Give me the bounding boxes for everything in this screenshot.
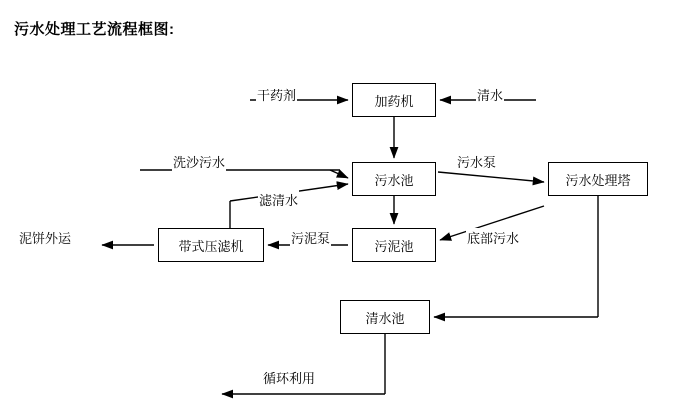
- node-dosing-machine: [352, 83, 436, 117]
- edge-label-sewage-pump: 污水泵: [456, 152, 497, 171]
- node-belt-filter-press: [158, 228, 264, 262]
- node-sewage-treatment-tower: [548, 162, 648, 196]
- node-sewage-pool: [352, 162, 436, 196]
- edge-label-sludge-pump: 污泥泵: [290, 228, 331, 247]
- node-label: 污水池: [374, 172, 414, 188]
- edge-label-dry-agent: 干药剂: [256, 85, 297, 104]
- node-label: 加药机: [374, 93, 414, 109]
- edge-label-filtrate-clear-water: 滤清水: [258, 190, 299, 209]
- edge-sewage-pool-to-tower: [438, 172, 544, 182]
- edge-label-mud-cake-transport: 泥饼外运: [18, 228, 72, 247]
- edge-label-bottom-sewage: 底部污水: [466, 228, 520, 247]
- edge-label-clean-water-in: 清水: [476, 85, 504, 104]
- node-label: 污泥池: [374, 238, 414, 254]
- page-title: 污水处理工艺流程框图:: [14, 21, 175, 38]
- edge-label-recycle-reuse: 循环利用: [262, 368, 316, 387]
- node-label: 清水池: [365, 310, 405, 326]
- node-label: 带式压滤机: [178, 238, 244, 254]
- node-label: 污水处理塔: [565, 172, 631, 188]
- edge-label-sand-washing-sewage: 洗沙污水: [172, 152, 226, 171]
- node-sludge-pool: [352, 228, 436, 262]
- edge-sandwash-to-sewage-pool: [330, 170, 348, 178]
- node-clean-water-pool: [340, 300, 430, 334]
